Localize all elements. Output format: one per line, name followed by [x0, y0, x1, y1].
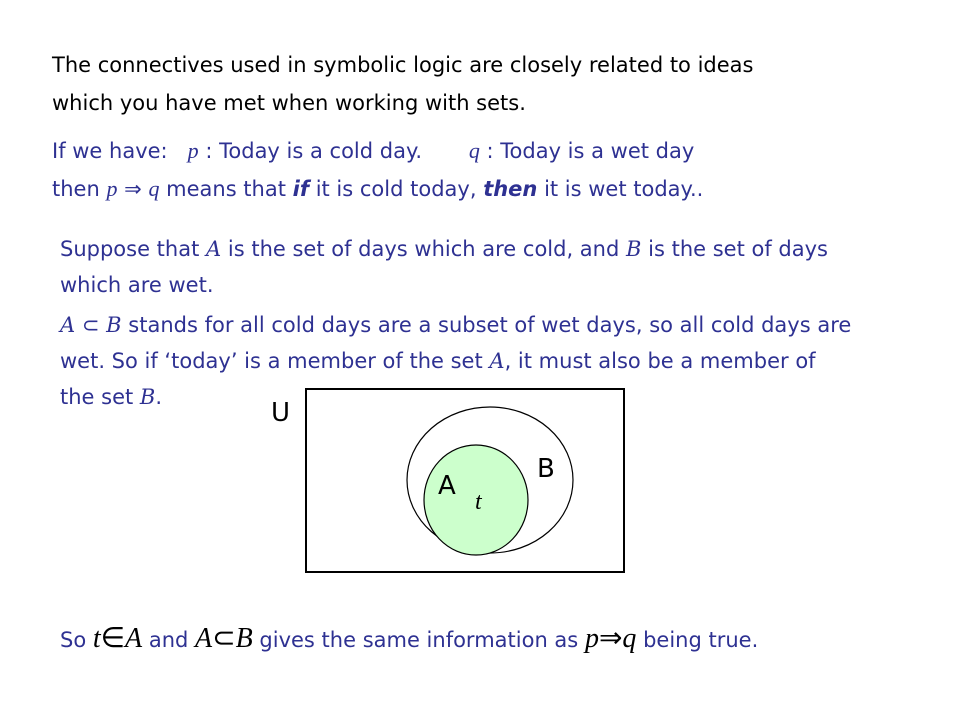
variable-p: p [584, 623, 599, 654]
subset-text-c: the set [60, 385, 134, 409]
variable-q: q [622, 623, 637, 654]
subset-text-a: wet. So if ‘today’ is a member of the set [60, 349, 483, 373]
implies-symbol: ⇒ [598, 621, 623, 654]
implies-symbol: ⇒ [124, 177, 142, 201]
variable-q: q [468, 138, 480, 163]
universe-label: U [271, 398, 291, 428]
element-of-symbol: ∈ [100, 621, 126, 654]
and-text: and [148, 628, 189, 652]
set-a-label: A [438, 471, 456, 501]
element-t-label: t [475, 489, 482, 515]
subset-line-2 [60, 348, 816, 374]
conclusion-line [60, 622, 758, 656]
p-statement: Today is a cold day. [219, 139, 423, 163]
colon: : [486, 139, 494, 163]
set-b-label: B [537, 454, 555, 484]
set-A: A [489, 349, 505, 373]
set-B: B [235, 623, 253, 654]
suppose-text-b: is the set of days which are cold, and [227, 237, 620, 261]
subset-symbol: ⊂ [212, 621, 236, 654]
definition-line-2 [52, 176, 703, 202]
if-emphasis: if [292, 177, 309, 201]
subset-symbol: ⊂ [81, 313, 100, 337]
intro-line-2: which you have met when working with sets. [52, 91, 526, 115]
subset-text: stands for all cold days are a subset of wet days, so all cold days are [128, 313, 852, 337]
venn-diagram [271, 388, 625, 574]
if-we-have-label: If we have: [52, 139, 168, 163]
set-A: A [60, 313, 76, 337]
intro-line-1: The connectives used in symbolic logic are closely related to ideas [52, 53, 754, 77]
so-text: So [60, 628, 87, 652]
variable-p: p [187, 138, 199, 163]
means-that-text: means that [166, 177, 286, 201]
set-A: A [125, 623, 143, 654]
subset-text-b: , it must also be a member of [504, 349, 816, 373]
being-true-text: being true. [643, 628, 759, 652]
colon: : [205, 139, 213, 163]
suppose-line-1 [60, 236, 828, 262]
set-A: A [195, 623, 213, 654]
variable-p: p [106, 176, 118, 201]
variable-q: q [148, 176, 160, 201]
wet-today-text: it is wet today.. [544, 177, 704, 201]
then-label: then [52, 177, 100, 201]
set-B: B [106, 313, 122, 337]
cold-today-text: it is cold today, [315, 177, 477, 201]
subset-line-3 [60, 384, 162, 410]
then-emphasis: then [483, 177, 538, 201]
subset-line-1 [60, 312, 851, 338]
element-t: t [92, 623, 101, 654]
suppose-text-a: Suppose that [60, 237, 200, 261]
q-statement: Today is a wet day [500, 139, 695, 163]
set-B: B [139, 385, 156, 409]
suppose-line-2: which are wet. [60, 273, 214, 297]
gives-text: gives the same information as [259, 628, 579, 652]
definition-line-1 [52, 138, 694, 164]
set-B: B [626, 237, 642, 261]
period: . [155, 385, 163, 409]
suppose-text-c: is the set of days [648, 237, 828, 261]
set-A: A [206, 237, 222, 261]
